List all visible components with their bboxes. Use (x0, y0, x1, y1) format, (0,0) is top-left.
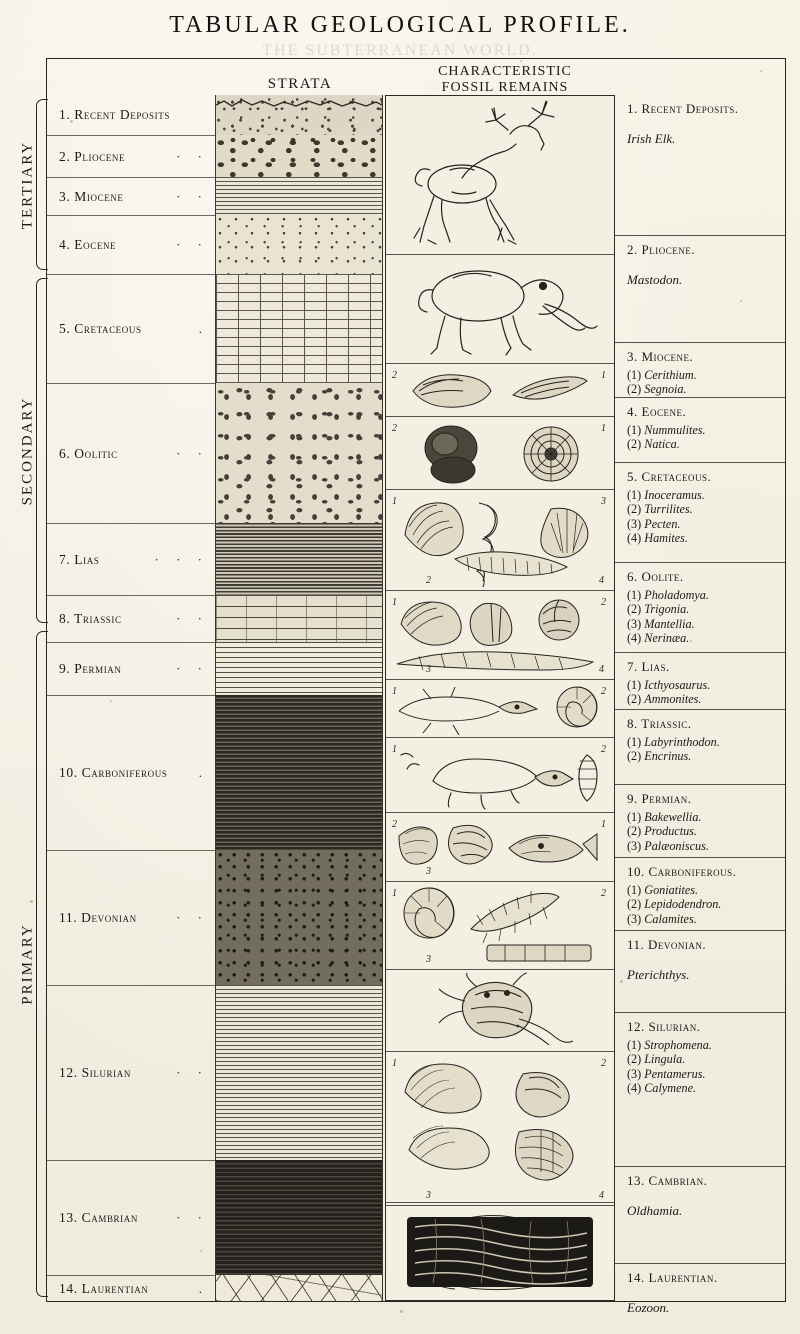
paper-speck (620, 980, 623, 983)
fossil-cell-eocene-shells (386, 416, 614, 489)
species-name: Encrinus. (644, 749, 692, 764)
species-index: (3) (627, 616, 645, 631)
description-species-item (627, 382, 785, 396)
strata-row (47, 274, 215, 383)
strata-leader-dots: · · (176, 1210, 209, 1225)
description-species-item (627, 735, 785, 749)
description-species-list (627, 368, 785, 397)
description-species-item (627, 423, 785, 437)
strata-label: 7. Lias (59, 551, 100, 567)
figure-number: 1 (601, 370, 606, 381)
strata-label: 8. Triassic (59, 611, 122, 626)
strata-band-texture (216, 695, 382, 850)
figure-number: 1 (392, 744, 397, 755)
species-index: (2) (627, 437, 645, 452)
description-title: 13. Cambrian. (627, 1173, 708, 1188)
figure-number: 4 (599, 664, 604, 675)
era-label: SECONDARY (19, 396, 36, 505)
carboniferous-fossils-icon (386, 882, 614, 969)
fossil-description-column (615, 95, 785, 1315)
description-cell (615, 397, 785, 462)
description-species-list (627, 678, 785, 707)
figure-number: 1 (392, 888, 397, 899)
species-name: Goniatites. (644, 883, 699, 897)
description-cell (615, 1263, 785, 1315)
description-cell (615, 462, 785, 562)
strata-band (216, 274, 382, 383)
description-species-list (627, 1038, 785, 1096)
strata-row (47, 95, 215, 135)
species-name: Inoceramus. (644, 488, 705, 502)
paper-speck (690, 640, 692, 642)
species-index: (1) (627, 883, 645, 897)
description-species-list (627, 810, 785, 853)
species-name: Lingula. (644, 1052, 686, 1067)
column-header-strata: STRATA (267, 76, 333, 92)
description-title: 12. Silurian. (627, 1019, 701, 1034)
description-title: 4. Eocene. (627, 404, 687, 419)
fossil-illustration-column (385, 95, 615, 1301)
species-name: Ammonites. (644, 692, 702, 707)
strata-row (47, 523, 215, 595)
description-species-list (627, 588, 785, 646)
species-name: Productus. (644, 824, 697, 839)
description-species-item (627, 631, 785, 645)
figure-number: 2 (392, 370, 397, 381)
description-species: Eozoon. (627, 1300, 670, 1315)
strata-label: 12. Silurian (59, 1065, 131, 1080)
era-group-secondary (12, 274, 42, 627)
description-cell (615, 1012, 785, 1166)
fossil-cell-oolite-shells (386, 590, 614, 679)
strata-row (47, 383, 215, 523)
figure-number: 4 (599, 1190, 604, 1201)
strata-band-texture (216, 523, 382, 595)
strata-leader-dots: · · (176, 445, 209, 461)
description-species: Oldhamia. (627, 1203, 683, 1218)
figure-number: 2 (601, 597, 606, 608)
strata-row (47, 1275, 215, 1301)
strata-label: 2. Pliocene (59, 148, 126, 164)
permian-fossils-icon (386, 813, 614, 881)
description-cell (615, 235, 785, 342)
strata-graphic-column (215, 95, 383, 1301)
oolite-shells-icon (386, 591, 614, 679)
description-species-item (627, 678, 785, 692)
description-title: 9. Permian. (627, 791, 692, 806)
description-cell (615, 562, 785, 652)
paper-speck (760, 70, 762, 72)
triassic-fossils-icon (386, 738, 614, 812)
strata-leader-dots: · · (176, 237, 209, 252)
species-name: Natica. (644, 437, 680, 452)
description-cell (615, 95, 785, 235)
figure-number: 2 (601, 1058, 606, 1069)
strata-band (216, 985, 382, 1160)
strata-band-texture (216, 850, 382, 985)
description-species-item (627, 488, 785, 502)
fossil-cell-permian-fossils (386, 812, 614, 881)
species-index: (3) (627, 911, 645, 926)
figure-number: 1 (392, 686, 397, 697)
description-species-item (627, 824, 785, 838)
species-index: (2) (627, 502, 645, 517)
strata-band-texture (216, 135, 382, 177)
description-title: 11. Devonian. (627, 937, 707, 952)
strata-label: 13. Cambrian (59, 1210, 138, 1225)
species-name: Pentamerus. (644, 1066, 706, 1081)
strata-band-texture (216, 985, 382, 1160)
species-name: Pholadomya. (644, 588, 709, 602)
strata-leader-dots: · · (176, 188, 209, 204)
figure-number: 4 (599, 575, 604, 586)
era-label: TERTIARY (19, 140, 36, 229)
species-index: (3) (627, 516, 645, 531)
strata-row (47, 642, 215, 695)
figure-number: 3 (426, 866, 431, 877)
page-title: TABULAR GEOLOGICAL PROFILE. (169, 12, 631, 38)
strata-label: 11. Devonian (59, 910, 137, 925)
strata-leader-dots: . (198, 1280, 209, 1296)
strata-row (47, 1160, 215, 1275)
description-cell (615, 1166, 785, 1263)
species-index: (2) (627, 897, 645, 912)
species-index: (1) (627, 588, 645, 602)
description-species-list (627, 735, 785, 764)
description-title: 2. Pliocene. (627, 242, 695, 257)
description-cell (615, 342, 785, 397)
figure-number: 2 (601, 888, 606, 899)
species-index: (4) (627, 631, 645, 646)
species-index: (1) (627, 1038, 645, 1052)
description-species: Pterichthys. (627, 967, 690, 982)
paper-speck (110, 700, 112, 702)
description-species-item (627, 531, 785, 545)
species-index: (1) (627, 678, 645, 692)
description-title: 14. Laurentian. (627, 1270, 718, 1285)
figure-number: 2 (426, 575, 431, 586)
strata-label: 5. Cretaceous (59, 321, 142, 336)
strata-row (47, 850, 215, 985)
figure-number: 1 (392, 496, 397, 507)
species-index: (2) (627, 602, 645, 617)
laurentian-eozoon-icon (386, 1203, 614, 1301)
species-name: Nerinæa. (644, 631, 690, 646)
description-title: 7. Lias. (627, 659, 670, 674)
strata-label: 14. Laurentian (59, 1280, 149, 1296)
species-index: (2) (627, 692, 645, 707)
fossil-cell-cretaceous-shells (386, 489, 614, 590)
species-index: (2) (627, 749, 645, 764)
species-name: Hamites. (644, 531, 688, 546)
strata-band-texture (216, 274, 382, 383)
strata-band (216, 135, 382, 177)
species-index: (2) (627, 824, 645, 839)
fossil-cell-lias-fossils (386, 679, 614, 737)
paper-speck (30, 900, 33, 903)
species-name: Pecten. (644, 516, 681, 531)
irish-elk-icon (386, 96, 614, 254)
species-name: Lepidodendron. (644, 897, 722, 912)
figure-number: 2 (392, 423, 397, 434)
species-name: Mantellia. (644, 616, 695, 631)
silurian-shells-icon (386, 1052, 614, 1205)
strata-band-texture (216, 1160, 382, 1275)
figure-number: 3 (601, 496, 606, 507)
figure-number: 3 (426, 1190, 431, 1201)
strata-band-texture (216, 215, 382, 274)
species-name: Cerithium. (644, 368, 697, 382)
species-index: (1) (627, 423, 645, 437)
description-species-item (627, 602, 785, 616)
description-species-item (627, 1038, 785, 1052)
figure-number: 2 (392, 819, 397, 830)
species-index: (1) (627, 810, 645, 824)
species-index: (1) (627, 368, 645, 382)
strata-label: 10. Carboniferous (59, 765, 168, 780)
paper-speck (200, 1250, 202, 1252)
description-species-item (627, 810, 785, 824)
strata-leader-dots: . (198, 765, 209, 780)
description-species-item (627, 617, 785, 631)
species-name: Strophomena. (644, 1038, 712, 1052)
description-species-item (627, 588, 785, 602)
strata-leader-dots: · · (176, 910, 209, 925)
species-name: Segnoia. (644, 382, 687, 397)
strata-band-texture (216, 595, 382, 642)
strata-row (47, 135, 215, 177)
strata-leader-dots: · · (176, 1065, 209, 1080)
species-index: (4) (627, 531, 645, 546)
strata-label: 6. Oolitic (59, 445, 118, 461)
fossil-cell-irish-elk (386, 96, 614, 254)
description-cell (615, 857, 785, 930)
species-name: Nummulites. (644, 423, 706, 437)
description-cell (615, 784, 785, 857)
strata-band (216, 642, 382, 695)
species-name: Icthyosaurus. (644, 678, 711, 692)
strata-leader-dots: · · · (154, 551, 209, 567)
description-species-item (627, 749, 785, 763)
description-species-item (627, 883, 785, 897)
description-title: 1. Recent Deposits. (627, 101, 739, 116)
strata-leader-dots: . (198, 321, 209, 336)
strata-row (47, 215, 215, 274)
strata-band (216, 383, 382, 523)
strata-band (216, 523, 382, 595)
column-header-fossil (395, 64, 615, 96)
description-species-item (627, 368, 785, 382)
description-cell (615, 709, 785, 784)
column-header-fossil-line2: FOSSIL REMAINS (441, 80, 569, 95)
strata-band (216, 177, 382, 215)
description-title: 6. Oolite. (627, 569, 684, 584)
strata-band-texture (216, 383, 382, 523)
description-species-item (627, 437, 785, 451)
miocene-shells-icon (386, 364, 614, 416)
description-species-list (627, 883, 785, 926)
species-name: Calamites. (644, 911, 697, 926)
fossil-cell-silurian-shells (386, 1051, 614, 1205)
figure-number: 2 (601, 744, 606, 755)
species-name: Palæoniscus. (644, 838, 709, 853)
species-name: Trigonia. (644, 602, 690, 617)
description-species: Mastodon. (627, 272, 683, 287)
description-species-item (627, 839, 785, 853)
strata-band-texture (216, 177, 382, 215)
strata-label: 4. Eocene (59, 237, 117, 252)
strata-leader-dots: · · (176, 661, 209, 676)
fossil-cell-laurentian-eozoon (386, 1202, 614, 1301)
species-index: (3) (627, 1066, 645, 1081)
strata-label: 1. Recent Deposits (59, 107, 170, 122)
description-title: 5. Cretaceous. (627, 469, 712, 484)
strata-band (216, 1160, 382, 1275)
paper-speck (400, 1310, 403, 1313)
era-group-primary (12, 627, 42, 1301)
fossil-cell-mastodon (386, 254, 614, 363)
ground-surface-line (216, 95, 382, 105)
figure-number: 1 (392, 597, 397, 608)
description-species-item (627, 1081, 785, 1095)
description-title: 8. Triassic. (627, 716, 692, 731)
column-header-fossil-line1: CHARACTERISTIC (438, 64, 572, 79)
description-cell (615, 652, 785, 709)
fossil-cell-miocene-shells (386, 363, 614, 416)
species-index: (1) (627, 488, 645, 502)
strata-band-texture (216, 642, 382, 695)
strata-row (47, 985, 215, 1160)
description-title: 3. Miocene. (627, 349, 694, 364)
era-group-tertiary (12, 95, 42, 274)
description-species-item (627, 692, 785, 706)
description-species-item (627, 912, 785, 926)
strata-row (47, 177, 215, 215)
strata-band (216, 215, 382, 274)
description-species-item (627, 517, 785, 531)
description-species-item (627, 1067, 785, 1081)
figure-number: 1 (601, 819, 606, 830)
strata-leader-dots: · · (176, 148, 209, 164)
description-species-list (627, 488, 785, 546)
species-name: Turrilites. (644, 502, 693, 517)
figure-number: 1 (601, 423, 606, 434)
species-index: (2) (627, 382, 645, 397)
strata-band (216, 1275, 382, 1301)
description-species-list (627, 423, 785, 452)
strata-band-texture (216, 1275, 382, 1301)
species-index: (2) (627, 1052, 645, 1067)
mastodon-icon (386, 255, 614, 363)
description-title: 10. Carboniferous. (627, 864, 737, 879)
fossil-cell-triassic-fossils (386, 737, 614, 812)
description-species-item (627, 502, 785, 516)
paper-speck (520, 60, 522, 62)
paper-speck (70, 120, 73, 123)
description-species: Irish Elk. (627, 131, 676, 146)
strata-band (216, 695, 382, 850)
strata-row (47, 695, 215, 850)
species-name: Labyrinthodon. (644, 735, 720, 749)
species-name: Calymene. (644, 1081, 697, 1096)
description-cell (615, 930, 785, 1012)
figure-number: 2 (601, 686, 606, 697)
strata-name-column (47, 95, 215, 1301)
figure-number: 3 (426, 664, 431, 675)
eocene-shells-icon (386, 417, 614, 489)
fossil-cell-devonian-fish (386, 969, 614, 1051)
ghost-running-head: THE SUBTERRANEAN WORLD. (262, 42, 538, 59)
species-index: (1) (627, 735, 645, 749)
strata-label: 9. Permian (59, 661, 122, 676)
species-index: (4) (627, 1081, 645, 1096)
figure-number: 1 (392, 1058, 397, 1069)
strata-label: 3. Miocene (59, 188, 124, 204)
era-label: PRIMARY (19, 923, 36, 1005)
strata-row (47, 595, 215, 642)
figure-number: 3 (426, 954, 431, 965)
description-species-item (627, 897, 785, 911)
cretaceous-shells-icon (386, 490, 614, 590)
strata-band (216, 850, 382, 985)
fossil-cell-carboniferous-fossils (386, 881, 614, 969)
description-species-item (627, 1052, 785, 1066)
devonian-fish-icon (386, 970, 614, 1051)
paper-speck (740, 300, 742, 302)
species-index: (3) (627, 838, 645, 853)
species-name: Bakewellia. (644, 810, 702, 824)
strata-band (216, 595, 382, 642)
lias-fossils-icon (386, 680, 614, 737)
strata-leader-dots: · · (176, 611, 209, 626)
